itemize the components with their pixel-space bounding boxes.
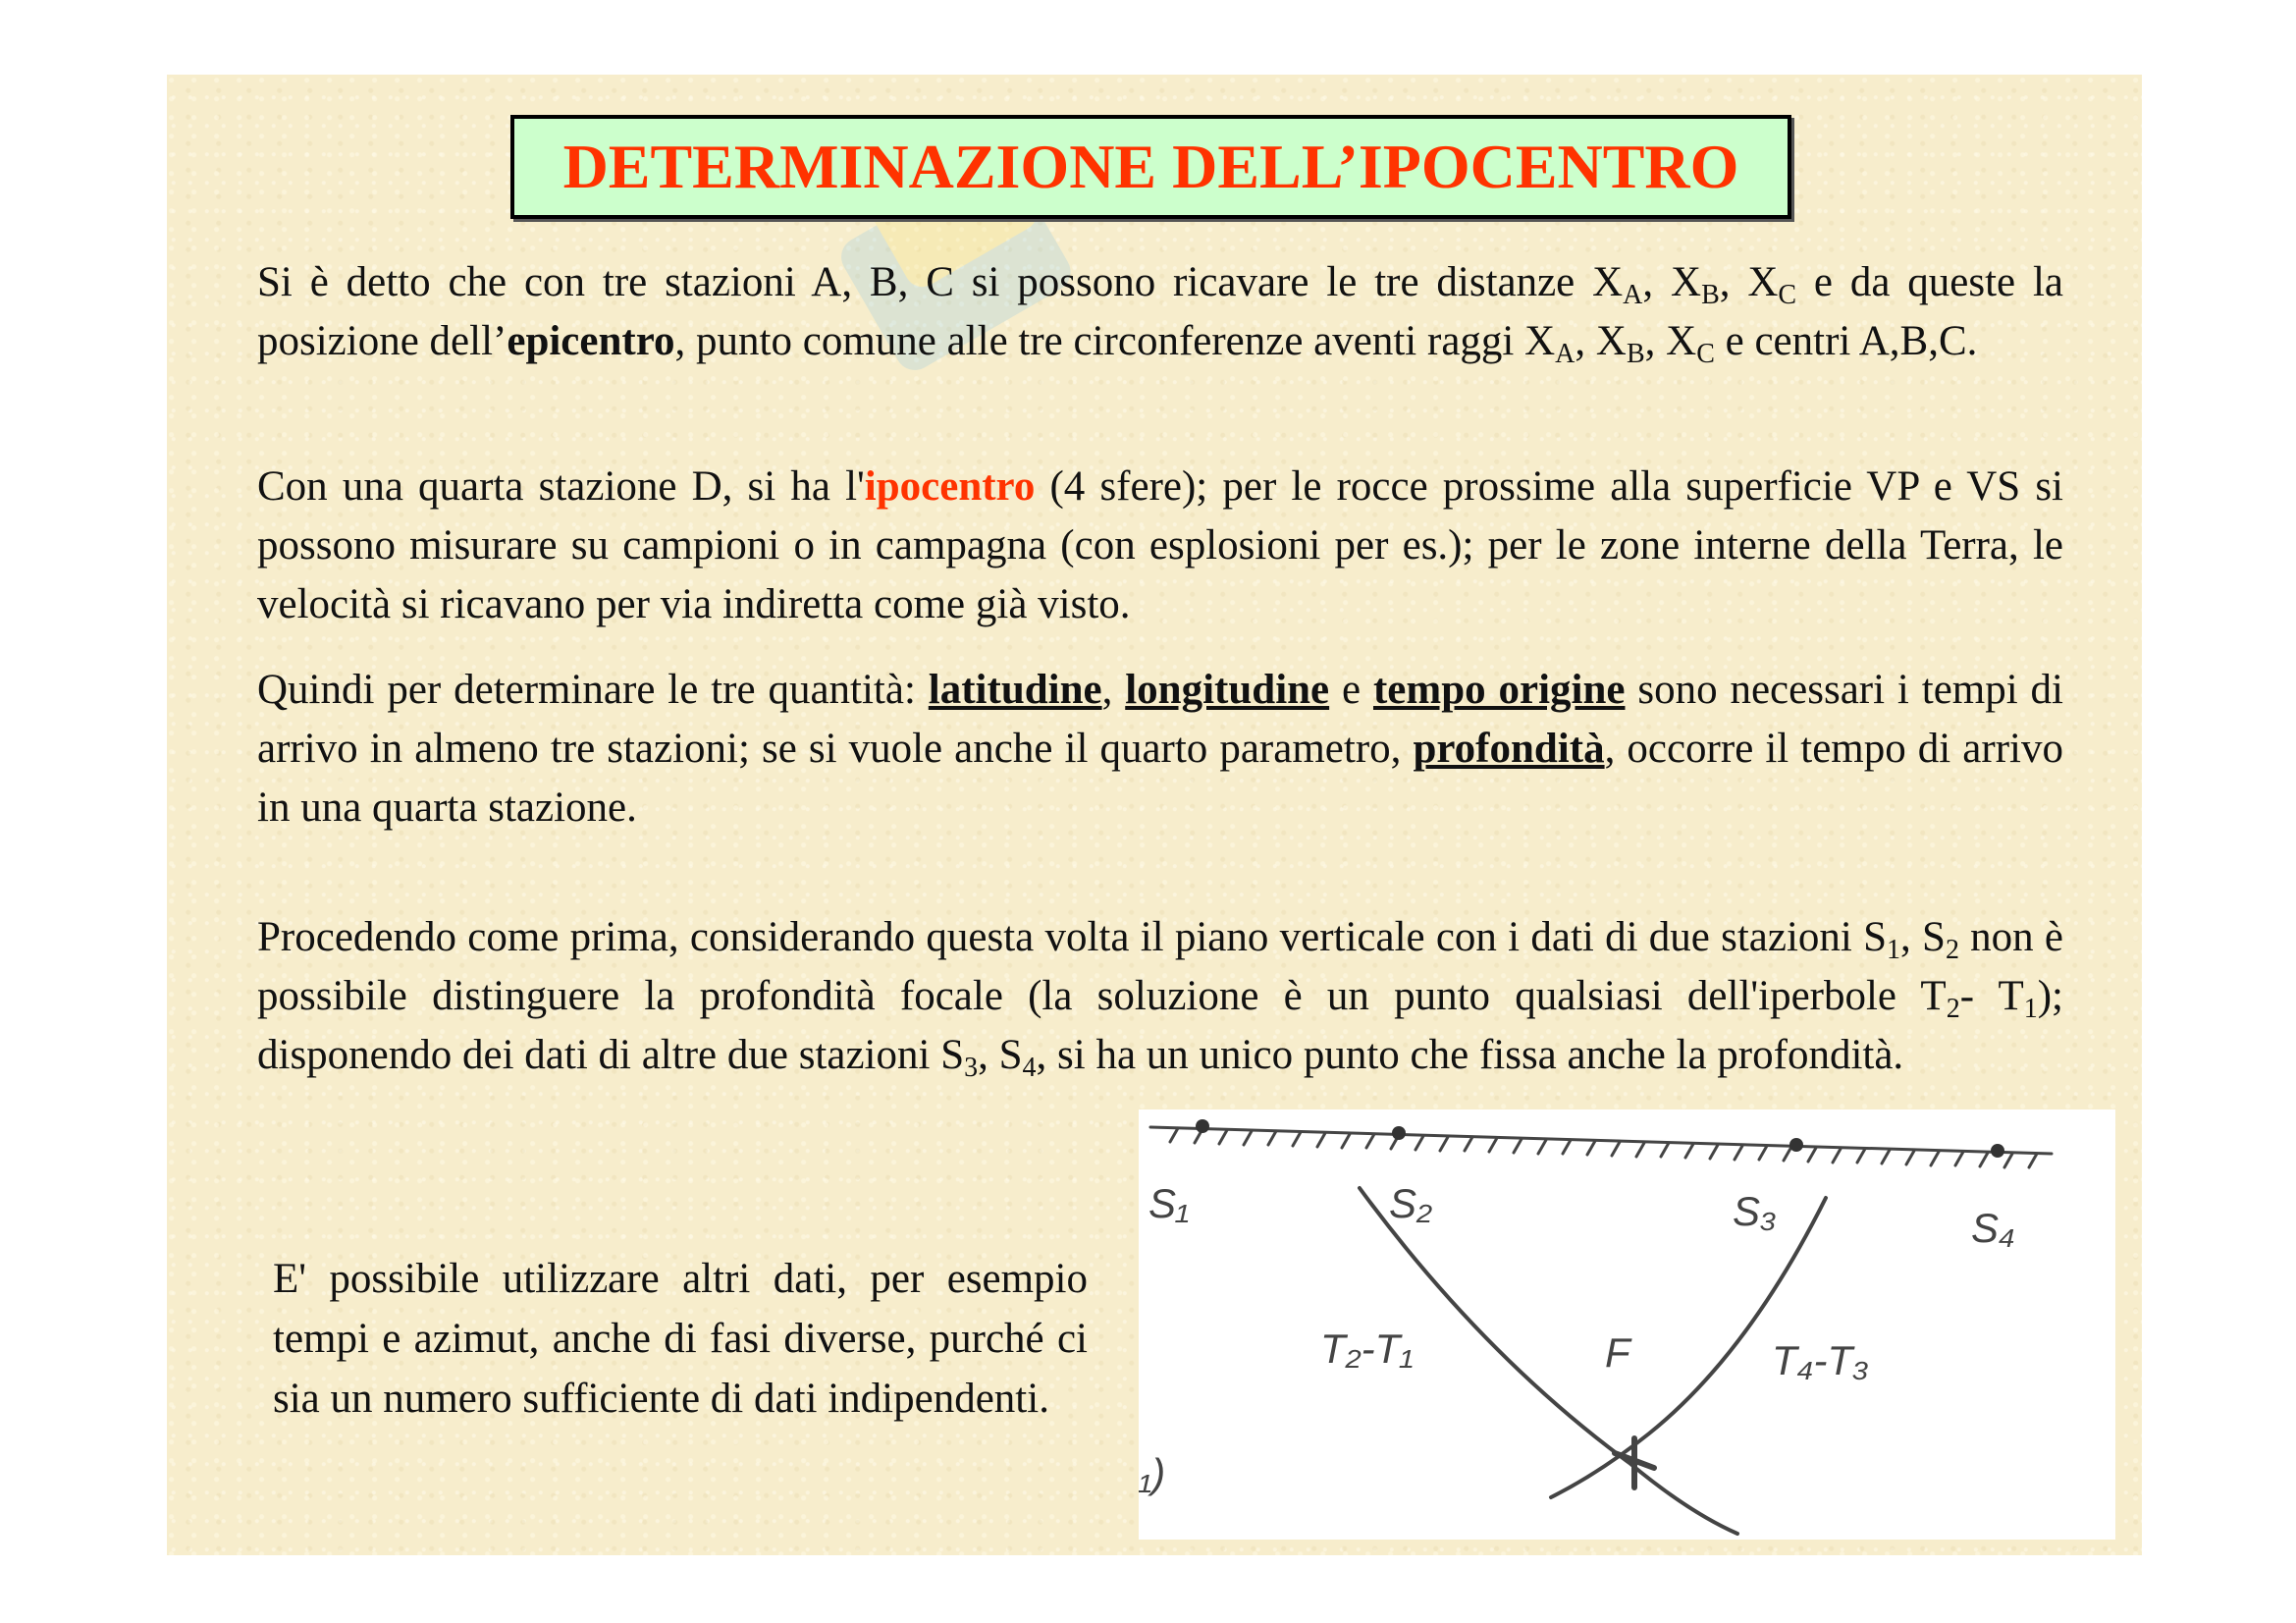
p1-text-5: , punto comune alle tre circonferenze aventi raggi X xyxy=(674,318,1556,364)
p2-red-ipocentro: ipocentro xyxy=(864,463,1036,510)
p4-sub-1: 1 xyxy=(1887,935,1901,965)
label-edge-fragment: ₁) xyxy=(1139,1450,1166,1496)
label-s2: S₂ xyxy=(1389,1180,1433,1226)
label-s3: S₃ xyxy=(1733,1188,1777,1234)
hypocenter-sketch xyxy=(1139,1109,2115,1540)
label-s1: S₁ xyxy=(1148,1180,1190,1226)
p4-text-6: , S xyxy=(978,1032,1023,1078)
station-s3-dot xyxy=(1789,1138,1803,1152)
slide-title: DETERMINAZIONE DELL’IPOCENTRO xyxy=(562,132,1739,201)
p4-text-5: ); disponendo dei dati di altre due stazioni S xyxy=(257,973,2063,1078)
paragraph-ipocentro xyxy=(257,458,2063,634)
p4-text-1: Procedendo come prima, considerando questa volta il piano verticale con i dati di due stazioni S xyxy=(257,914,1888,960)
hyperbola-t2-t1 xyxy=(1360,1188,1737,1534)
p1-sub-5: B xyxy=(1626,339,1645,369)
p1-sub-2: B xyxy=(1701,280,1720,310)
p4-sub-5: 3 xyxy=(964,1053,979,1083)
p3-text-2: , xyxy=(1101,667,1126,713)
station-s1-dot xyxy=(1196,1119,1209,1133)
paragraph-procedendo xyxy=(257,908,2063,1085)
label-t4-t3: T₄-T₃ xyxy=(1772,1337,1869,1383)
p4-text-3: non è possibile distinguere la profondità focale (la soluzione è un punto qualsiasi dell'iperbole T xyxy=(257,914,2064,1019)
ground-hatching xyxy=(1170,1128,2037,1167)
p1-bold-epicentro: epicentro xyxy=(507,318,675,364)
p4-text-4: - T xyxy=(1959,973,2024,1019)
p4-sub-3: 2 xyxy=(1946,994,1960,1024)
station-s2-dot xyxy=(1392,1126,1406,1140)
p3-text-1: Quindi per determinare le tre quantità: xyxy=(257,667,929,713)
p3-text-3: e xyxy=(1329,667,1373,713)
p1-text-3: , X xyxy=(1719,259,1779,305)
paragraph-epicentro xyxy=(257,253,2063,371)
sketch-drawing xyxy=(1139,1109,2115,1540)
p1-text-7: , X xyxy=(1644,318,1697,364)
ground-surface-line xyxy=(1150,1127,2052,1154)
p1-text-2: , X xyxy=(1642,259,1702,305)
p4-sub-6: 4 xyxy=(1022,1053,1037,1083)
p3-underline-longitudine: longitudine xyxy=(1125,667,1330,713)
p4-sub-2: 2 xyxy=(1945,935,1959,965)
label-t2-t1: T₂-T₁ xyxy=(1320,1325,1414,1372)
slide-title-box xyxy=(510,115,1791,219)
p4-text-2: , S xyxy=(1900,914,1946,960)
paragraph-quantita xyxy=(257,661,2063,838)
p2-text-1: Con una quarta stazione D, si ha l' xyxy=(257,463,865,510)
p1-sub-1: A xyxy=(1623,280,1643,310)
p1-text-6: , X xyxy=(1575,318,1627,364)
p1-sub-3: C xyxy=(1778,280,1797,310)
p1-text-4: e da queste la posizione dell’ xyxy=(257,259,2064,364)
p1-sub-6: C xyxy=(1696,339,1715,369)
label-f: F xyxy=(1605,1329,1630,1376)
p3-underline-latitudine: latitudine xyxy=(928,667,1102,713)
paragraph-altri-dati: E' possibile utilizzare altri dati, per esempio tempi e azimut, anche di fasi diverse, purché ci sia un numero sufficiente di dati indipendenti. xyxy=(273,1256,1088,1422)
p2-text-2: (4 sfere); per le rocce prossime alla superficie VP e VS si possono misurare su campioni o in campagna (con esplosioni per es.); per le zone interne della Terra, le velocità si ricavano per via indiretta come già visto. xyxy=(257,463,2063,627)
p3-underline-tempo-origine: tempo origine xyxy=(1372,667,1626,713)
p3-text-4: sono necessari i tempi di arrivo in almeno tre stazioni; se si vuole anche il quarto parametro, xyxy=(257,667,2063,772)
label-s4: S₄ xyxy=(1971,1205,2015,1251)
p1-text-1: Si è detto che con tre stazioni A, B, C si possono ricavare le tre distanze X xyxy=(257,259,1624,305)
p1-text-8: e centri A,B,C. xyxy=(1714,318,1978,364)
p4-text-7: , si ha un unico punto che fissa anche la profondità. xyxy=(1036,1032,1904,1078)
p4-sub-4: 1 xyxy=(2023,994,2038,1024)
p3-text-5: , occorre il tempo di arrivo in una quarta stazione. xyxy=(257,726,2063,831)
station-s4-dot xyxy=(1991,1144,2004,1158)
p1-sub-4: A xyxy=(1555,339,1575,369)
p3-underline-profondita: profondità xyxy=(1413,726,1605,772)
